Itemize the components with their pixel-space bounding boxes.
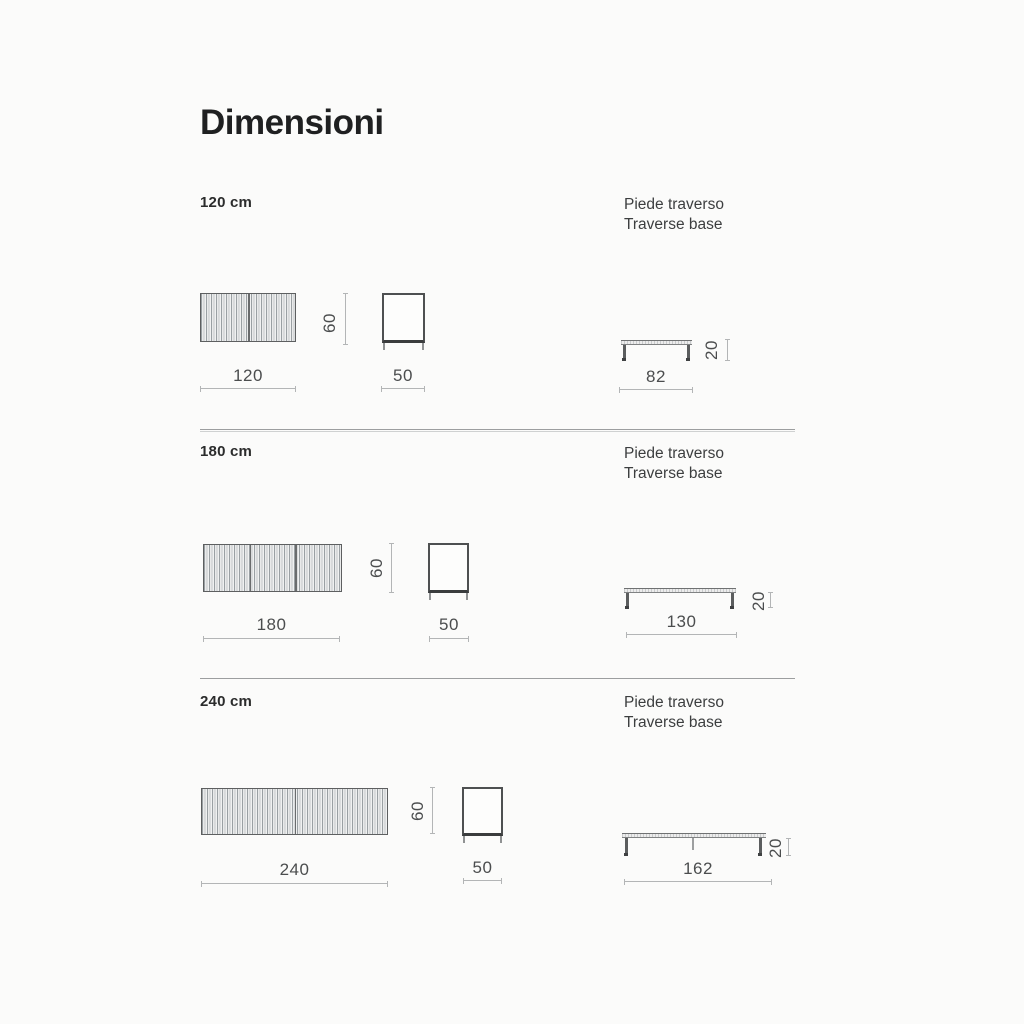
row2-base-foot-right — [730, 606, 734, 609]
row1-top-width-dimline — [200, 388, 296, 389]
row2-base-height-label: 20 — [749, 591, 768, 611]
row3-top-width-label: 240 — [279, 860, 310, 879]
row3-base-bar — [622, 833, 766, 838]
row-separator-1 — [200, 429, 795, 430]
row3-side-view-drawing — [462, 787, 503, 836]
row2-side-view-drawing — [428, 543, 469, 593]
row1-base-foot-right — [686, 358, 690, 361]
row3-base-header — [624, 693, 724, 733]
row2-base-header — [624, 444, 724, 484]
row2-base-header-en: Traverse base — [624, 465, 723, 482]
row2-base-leg-left — [626, 593, 629, 606]
row1-side-view-drawing — [382, 293, 425, 343]
row2-size-label: 180 cm — [200, 443, 253, 460]
row3-panel-divider — [295, 789, 297, 834]
row2-depth-dimline — [391, 543, 392, 593]
row1-depth-label: 60 — [320, 313, 339, 333]
row1-base-height-dimline — [727, 339, 728, 361]
row2-side-leg-left — [429, 593, 431, 600]
row3-side-leg-left — [463, 836, 465, 843]
row3-base-header-it: Piede traverso — [624, 694, 724, 711]
row1-base-height-label: 20 — [702, 340, 721, 360]
row1-panel-divider — [248, 294, 250, 341]
row1-side-width-label: 50 — [393, 366, 413, 385]
row1-base-foot-left — [622, 358, 626, 361]
row3-base-foot-left — [624, 853, 628, 856]
row3-side-width-dimline — [463, 880, 502, 881]
row1-depth-dimline — [345, 293, 346, 345]
row3-base-width-dimline — [624, 881, 772, 882]
row2-base-width-dimline — [626, 634, 737, 635]
row1-size-label: 120 cm — [200, 194, 253, 211]
row2-top-view-drawing — [203, 544, 342, 592]
row2-base-height-dimline — [770, 592, 771, 608]
row1-side-width-dimline — [381, 388, 425, 389]
row3-depth-dimline — [432, 787, 433, 834]
row1-top-view-drawing — [200, 293, 296, 342]
row3-base-height-label: 20 — [766, 838, 785, 858]
row3-size-label: 240 cm — [200, 693, 253, 710]
row1-side-leg-right — [422, 343, 424, 350]
row1-base-header-it: Piede traverso — [624, 196, 724, 213]
row3-side-width-label: 50 — [472, 858, 493, 877]
row2-base-width-label: 130 — [666, 612, 697, 631]
row2-base-header-it: Piede traverso — [624, 445, 724, 462]
row3-base-center-support — [692, 838, 694, 850]
row-separator-2 — [200, 678, 795, 679]
page-title: Dimensioni — [200, 103, 384, 142]
row3-depth-label: 60 — [408, 801, 427, 821]
row2-base-leg-right — [731, 593, 734, 606]
row1-base-header-en: Traverse base — [624, 216, 723, 233]
row2-side-leg-right — [466, 593, 468, 600]
row1-base-leg-right — [687, 345, 690, 358]
row1-base-width-label: 82 — [646, 367, 666, 386]
row3-base-leg-left — [625, 838, 628, 853]
row2-top-width-label: 180 — [256, 615, 287, 634]
row3-base-leg-right — [759, 838, 762, 853]
row3-side-leg-right — [500, 836, 502, 843]
row2-depth-label: 60 — [367, 558, 386, 578]
row1-top-width-label: 120 — [233, 366, 263, 385]
row2-side-width-dimline — [429, 638, 469, 639]
row1-base-header — [624, 195, 724, 235]
row2-panel-divider-1 — [250, 545, 252, 591]
row1-side-leg-left — [383, 343, 385, 350]
row3-base-foot-right — [758, 853, 762, 856]
row2-panel-divider-2 — [295, 545, 297, 591]
row2-base-foot-left — [625, 606, 629, 609]
row1-base-bar — [621, 340, 692, 345]
row3-top-view-drawing — [201, 788, 388, 835]
row3-base-width-label: 162 — [683, 859, 713, 878]
row3-top-width-dimline — [201, 883, 388, 884]
row1-base-width-dimline — [619, 389, 693, 390]
row2-top-width-dimline — [203, 638, 340, 639]
row3-base-header-en: Traverse base — [624, 714, 723, 731]
row2-base-bar — [624, 588, 736, 593]
row2-side-width-label: 50 — [439, 615, 459, 634]
row3-base-height-dimline — [788, 838, 789, 856]
row1-base-leg-left — [623, 345, 626, 358]
